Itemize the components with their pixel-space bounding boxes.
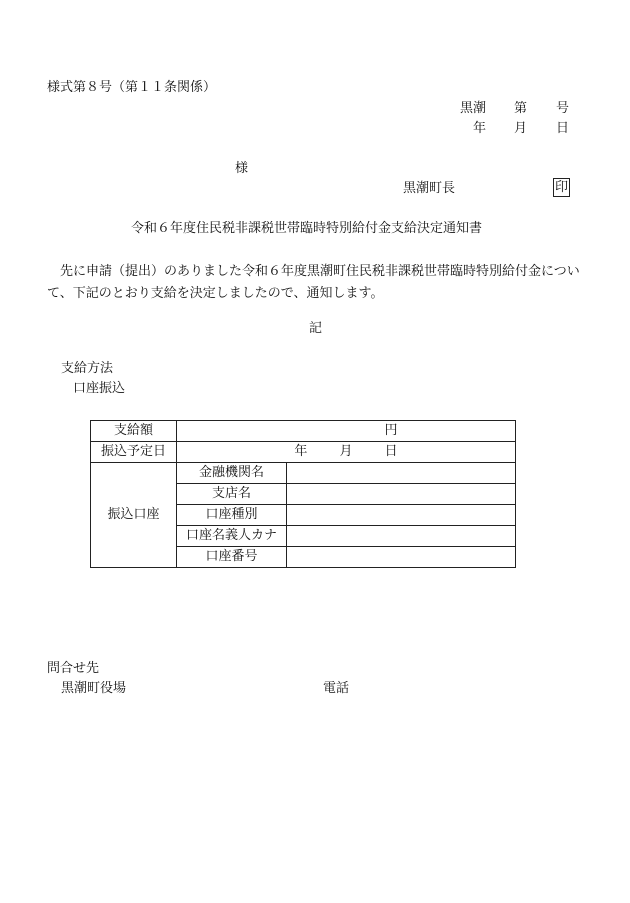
branch-name-value [287,484,516,505]
sender-title: 黒潮町長 [403,181,456,196]
amount-label: 支給額 [91,421,177,442]
transfer-date-year: 年 [294,444,308,459]
transfer-date-label: 振込予定日 [91,442,177,463]
date-day: 日 [556,121,570,136]
contact-office: 黒潮町役場 [61,681,127,696]
ki-heading: 記 [309,321,323,336]
bank-name-label: 金融機関名 [177,463,287,484]
notice-body [47,261,587,305]
seal-mark: 印 [555,180,569,195]
payment-info-table [90,420,516,568]
table-row [91,421,516,442]
recipient-suffix: 様 [235,161,249,176]
account-label: 振込口座 [91,463,177,568]
account-holder-kana-label: 口座名義人カナ [177,526,287,547]
transfer-date-value [177,442,516,463]
table-row [91,442,516,463]
office-name: 黒潮 [460,101,487,116]
table-row [91,463,516,484]
amount-value [177,421,516,442]
contact-label: 問合せ先 [47,661,100,676]
document-title: 令和６年度住民税非課税世帯臨時特別給付金支給決定通知書 [131,221,483,236]
document-number-dai: 第 [514,101,528,116]
bank-name-value [287,463,516,484]
transfer-date-day: 日 [384,444,398,459]
form-number: 様式第８号（第１１条関係） [47,80,217,95]
payment-method-label: 支給方法 [61,361,114,376]
account-holder-kana-value [287,526,516,547]
date-year: 年 [473,121,487,136]
account-type-label: 口座種別 [177,505,287,526]
notice-body-text: 先に申請（提出）のありました令和６年度黒潮町住民税非課税世帯臨時特別給付金について、下記のとおり支給を決定しましたので、通知します。 [47,264,580,301]
document-number-go: 号 [556,101,570,116]
branch-name-label: 支店名 [177,484,287,505]
account-number-label: 口座番号 [177,547,287,568]
account-number-value [287,547,516,568]
amount-unit: 円 [384,423,398,438]
transfer-date-month: 月 [339,444,353,459]
contact-phone-label: 電話 [323,681,350,696]
payment-method-value: 口座振込 [73,381,126,396]
account-type-value [287,505,516,526]
date-month: 月 [514,121,528,136]
